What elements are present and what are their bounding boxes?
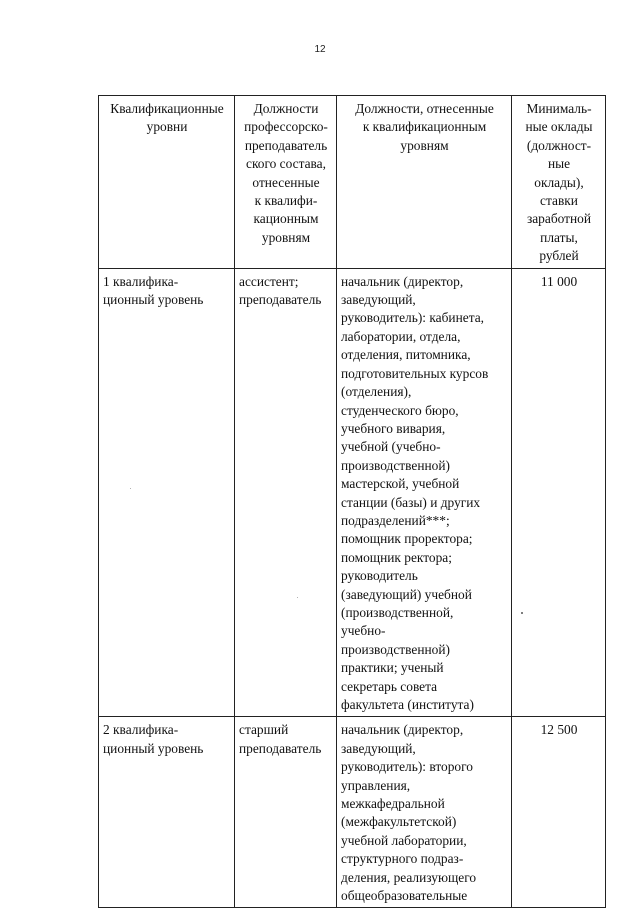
scan-speck xyxy=(297,597,298,598)
header-positions: Должности, отнесенные к квалификационным уровням xyxy=(337,96,512,269)
row-teaching-positions: старший преподаватель xyxy=(235,717,337,908)
row-salary: 12 500 xyxy=(512,717,606,908)
scan-speck xyxy=(521,612,523,614)
row-salary: 11 000 xyxy=(512,268,606,717)
table-row xyxy=(99,717,606,908)
table-row xyxy=(99,268,606,717)
row-positions: начальник (директор, заведующий, руководитель): кабинета, лаборатории, отдела, отделения, питомника, подготовительных курсов (отделения), студенческого бюро, учебного вивария, учебной (учебно- производственной) мастерской, учебной станции (базы) и других подразделений***; помощник проректора; помощник ректора; руководитель (заведующий) учебной (производственной, учебно- производственной) практики; ученый секретарь совета факультета (института) xyxy=(337,268,512,717)
row-level: 1 квалифика- ционный уровень xyxy=(99,268,235,717)
qualification-table xyxy=(98,95,606,908)
row-teaching-positions: ассистент; преподаватель xyxy=(235,268,337,717)
header-teaching-positions: Должности профессорско- преподаватель ского состава, отнесенные к квалифи- кационным уровням xyxy=(235,96,337,269)
row-positions: начальник (директор, заведующий, руководитель): второго управления, межкафедральной (межфакультетской) учебной лаборатории, структурного подраз- деления, реализующего общеобразовательные xyxy=(337,717,512,908)
header-qualification-levels: Квалификационные уровни xyxy=(99,96,235,269)
row-level: 2 квалифика- ционный уровень xyxy=(99,717,235,908)
header-minimum-salary: Минималь- ные оклады (должност- ные оклады), ставки заработной платы, рублей xyxy=(512,96,606,269)
page-number: 12 xyxy=(314,44,326,55)
table-header-row xyxy=(99,96,606,269)
scan-speck xyxy=(130,488,131,489)
